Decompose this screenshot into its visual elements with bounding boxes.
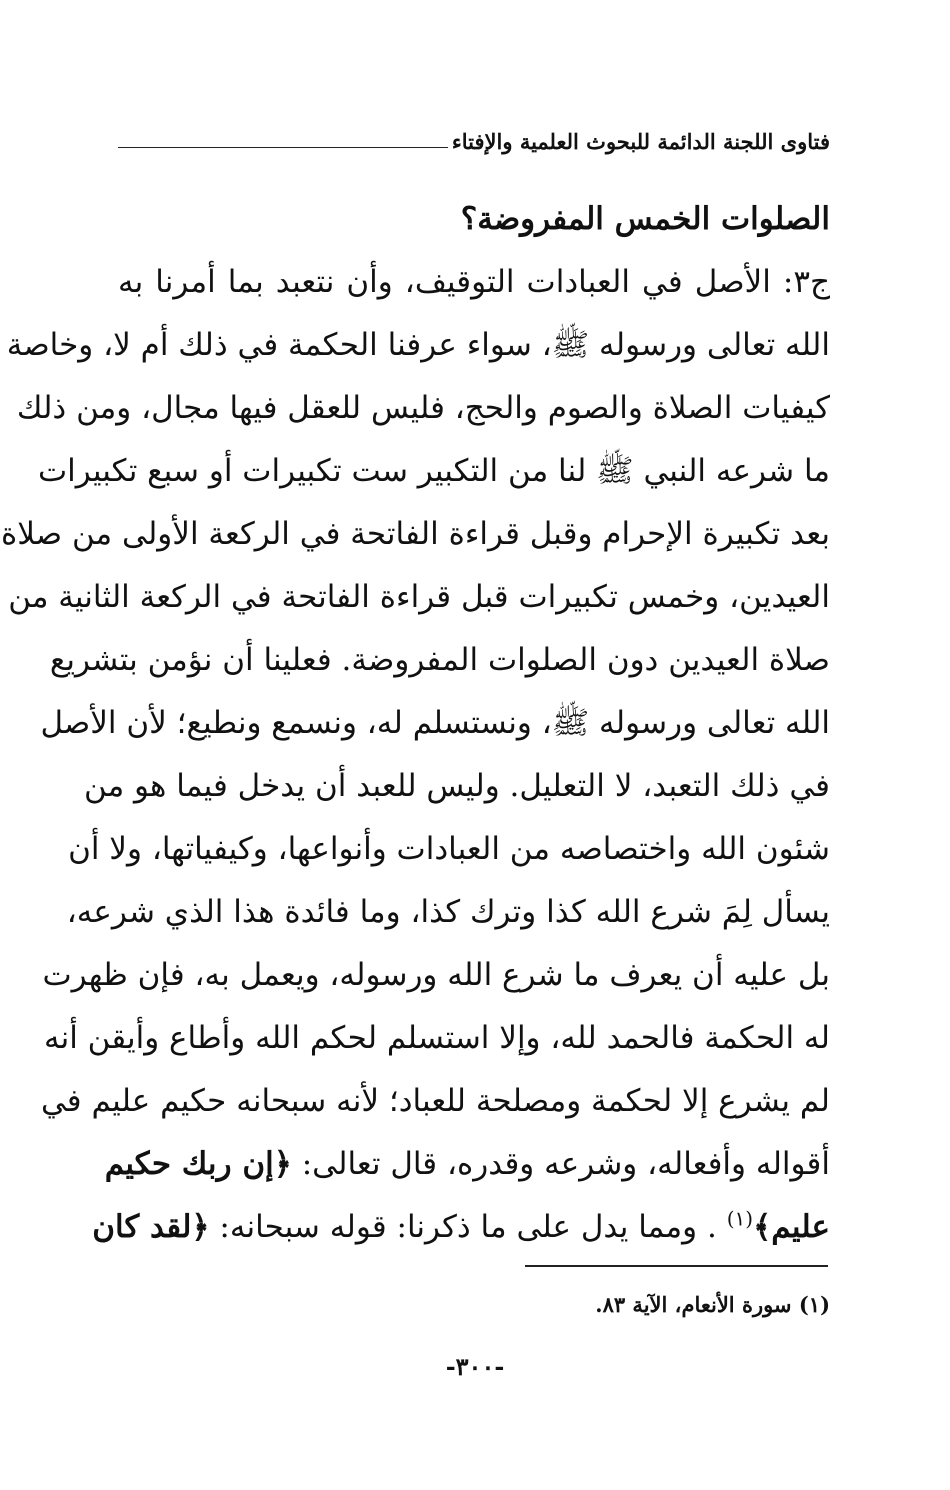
text-line: ج٣: الأصل في العبادات التوقيف، وأن نتعبد بما أمرنا به: [118, 264, 830, 300]
text-line: الله تعالى ورسوله ﷺ، ونستسلم له، ونسمع ونطيع؛ لأن الأصل: [40, 705, 830, 741]
text-line-quran-quote: [104, 1133, 830, 1196]
text-line: شئون الله واختصاصه من العبادات وأنواعها، وكيفياتها، ولا أن: [68, 831, 830, 867]
header-rule: [118, 147, 448, 148]
text-line: في ذلك التعبد، لا التعليل. وليس للعبد أن يدخل فيما هو من: [83, 768, 830, 804]
text-segment: . ومما يدل على ما ذكرنا: قوله سبحانه:: [209, 1209, 727, 1245]
body-text: [1, 188, 830, 1259]
header-title: فتاوى اللجنة الدائمة للبحوث العلمية والإفتاء: [451, 129, 830, 154]
text-line: الله تعالى ورسوله ﷺ، سواء عرفنا الحكمة في ذلك أم لا، وخاصة: [6, 327, 830, 363]
footnote-separator: [525, 1265, 828, 1267]
quran-quote: ﴿إن ربك حكيم: [104, 1146, 292, 1182]
text-line: العيدين، وخمس تكبيرات قبل قراءة الفاتحة في الركعة الثانية من: [8, 579, 830, 615]
text-segment: أقواله وأفعاله، وشرعه وقدره، قال تعالى:: [291, 1146, 830, 1182]
text-line-quran-quote: [92, 1196, 830, 1259]
text-line: يسأل لِمَ شرع الله كذا وترك كذا، وما فائدة هذا الذي شرعه،: [66, 894, 830, 930]
quran-quote: ﴿لقد كان: [92, 1209, 210, 1245]
page-number: -٣٠٠-: [445, 1352, 505, 1381]
text-line: له الحكمة فالحمد لله، وإلا استسلم لحكم الله وأطاع وأيقن أنه: [43, 1020, 830, 1056]
text-line: صلاة العيدين دون الصلوات المفروضة. فعلينا أن نؤمن بتشريع: [49, 642, 830, 678]
text-line: كيفيات الصلاة والصوم والحج، فليس للعقل فيها مجال، ومن ذلك: [16, 390, 830, 426]
text-line: بعد تكبيرة الإحرام وقبل قراءة الفاتحة في الركعة الأولى من صلاة: [1, 516, 830, 552]
running-header: [118, 118, 830, 158]
text-line: ما شرعه النبي ﷺ لنا من التكبير ست تكبيرات أو سبع تكبيرات: [37, 453, 830, 489]
footnote-reference: (١): [726, 1206, 754, 1231]
footnote: (١) سورة الأنعام، الآية ٨٣.: [595, 1292, 830, 1317]
text-line: لم يشرع إلا لحكمة ومصلحة للعباد؛ لأنه سبحانه حكيم عليم في: [40, 1083, 830, 1119]
quran-quote: عليم﴾: [753, 1209, 830, 1245]
text-line: بل عليه أن يعرف ما شرع الله ورسوله، ويعمل به، فإن ظهرت: [42, 957, 830, 993]
question-heading: الصلوات الخمس المفروضة؟: [460, 201, 830, 237]
